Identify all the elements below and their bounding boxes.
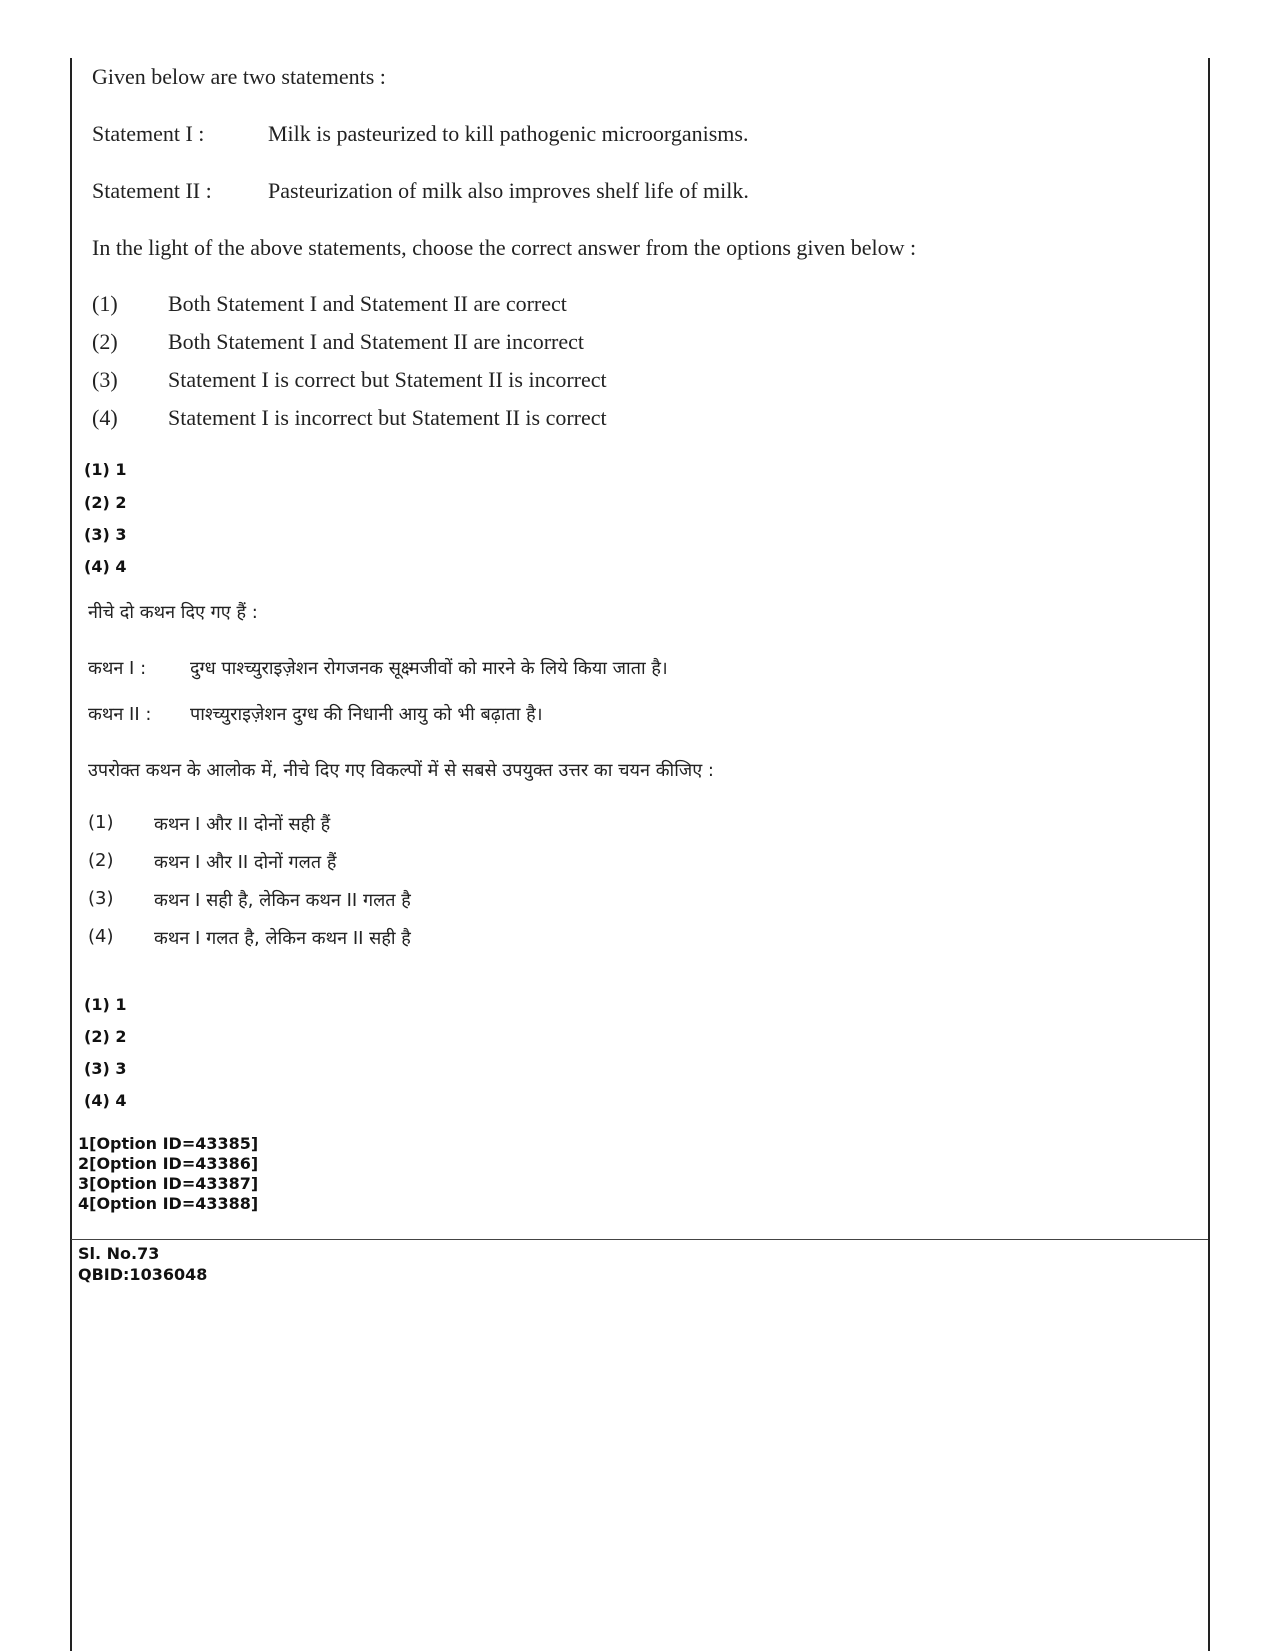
section-divider xyxy=(71,1239,1208,1240)
answer-list-1-item-1: (1) 1 xyxy=(84,460,127,479)
english-option-1-text: Both Statement I and Statement II are correct xyxy=(168,291,567,316)
serial-number: Sl. No.73 xyxy=(78,1244,160,1263)
english-option-2-num: (2) xyxy=(92,329,118,354)
english-option-4-num: (4) xyxy=(92,405,118,430)
hindi-statement2-label: कथन II : xyxy=(88,704,152,725)
english-intro: Given below are two statements : xyxy=(92,64,386,89)
english-instruction: In the light of the above statements, choose the correct answer from the options given below : xyxy=(92,235,917,260)
answer-list-2-item-1: (1) 1 xyxy=(84,995,127,1014)
hindi-option-2-num: (2) xyxy=(88,850,114,871)
english-option-1-num: (1) xyxy=(92,291,118,316)
answer-list-1-item-4: (4) 4 xyxy=(84,557,127,576)
right-border-line xyxy=(1208,58,1210,1651)
hindi-option-4-text: कथन I गलत है, लेकिन कथन II सही है xyxy=(154,928,411,949)
hindi-option-1-num: (1) xyxy=(88,812,114,833)
hindi-statement1-text: दुग्ध पाश्च्युराइज़ेशन रोगजनक सूक्ष्मजीवों को मारने के लिये किया जाता है। xyxy=(190,658,668,679)
english-statement1-label: Statement I : xyxy=(92,121,205,146)
english-option-2-text: Both Statement I and Statement II are incorrect xyxy=(168,329,585,354)
option-id-2: 2[Option ID=43386] xyxy=(78,1154,259,1173)
hindi-intro: नीचे दो कथन दिए गए हैं : xyxy=(88,602,258,623)
hindi-option-1-text: कथन I और II दोनों सही हैं xyxy=(154,814,331,835)
english-option-3-text: Statement I is correct but Statement II is incorrect xyxy=(168,367,607,392)
hindi-option-4-num: (4) xyxy=(88,926,114,947)
option-id-1: 1[Option ID=43385] xyxy=(78,1134,259,1153)
english-statement1-text: Milk is pasteurized to kill pathogenic microorganisms. xyxy=(268,121,749,146)
answer-list-2-item-4: (4) 4 xyxy=(84,1091,127,1110)
english-option-3-num: (3) xyxy=(92,367,118,392)
answer-list-2-item-2: (2) 2 xyxy=(84,1027,127,1046)
option-id-3: 3[Option ID=43387] xyxy=(78,1174,259,1193)
english-statement2-text: Pasteurization of milk also improves shelf life of milk. xyxy=(268,178,749,203)
hindi-option-2-text: कथन I और II दोनों गलत हैं xyxy=(154,852,337,873)
answer-list-1-item-3: (3) 3 xyxy=(84,525,127,544)
hindi-statement2-text: पाश्च्युराइज़ेशन दुग्ध की निधानी आयु को भी बढ़ाता है। xyxy=(190,704,543,725)
left-border-line xyxy=(70,58,72,1651)
hindi-statement1-label: कथन I : xyxy=(88,658,147,679)
answer-list-2-item-3: (3) 3 xyxy=(84,1059,127,1078)
answer-list-1-item-2: (2) 2 xyxy=(84,493,127,512)
english-statement2-label: Statement II : xyxy=(92,178,212,203)
option-id-4: 4[Option ID=43388] xyxy=(78,1194,259,1213)
english-option-4-text: Statement I is incorrect but Statement II is correct xyxy=(168,405,607,430)
question-bank-id: QBID:1036048 xyxy=(78,1265,208,1284)
hindi-instruction: उपरोक्त कथन के आलोक में, नीचे दिए गए विकल्पों में से सबसे उपयुक्त उत्तर का चयन कीजिए : xyxy=(88,760,714,781)
hindi-option-3-num: (3) xyxy=(88,888,114,909)
hindi-option-3-text: कथन I सही है, लेकिन कथन II गलत है xyxy=(154,890,411,911)
